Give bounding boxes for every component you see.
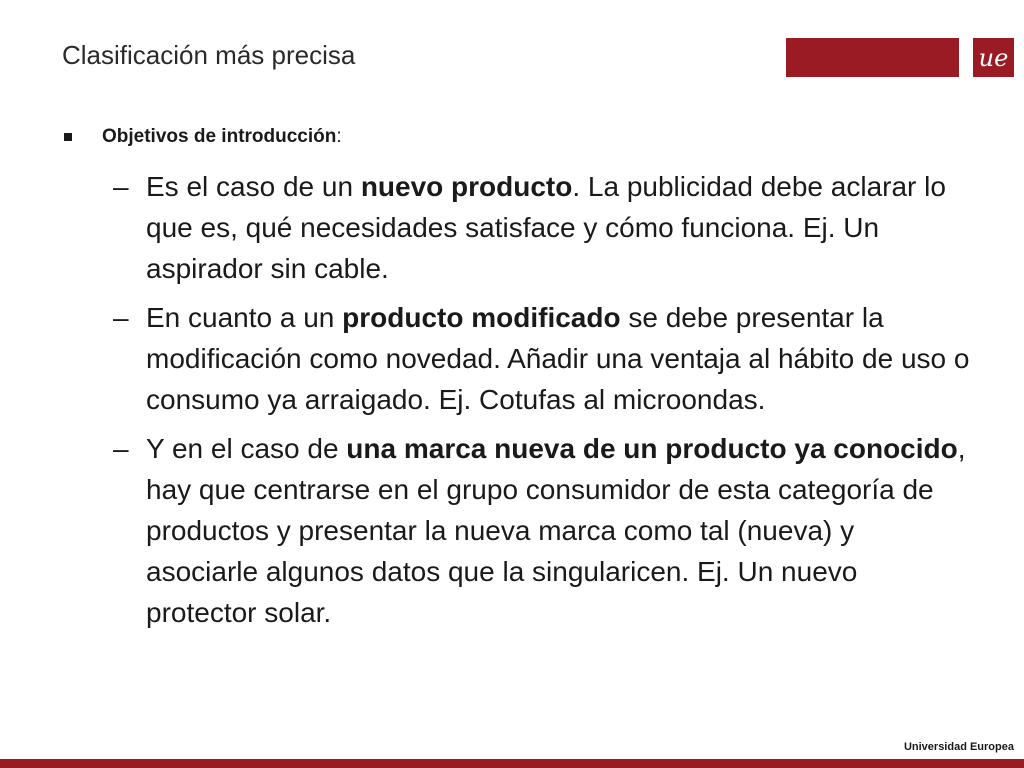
list-item <box>113 297 973 420</box>
university-logo <box>973 38 1014 77</box>
square-bullet-icon <box>64 133 72 141</box>
list-item-text <box>146 297 973 420</box>
slide-title: Clasificación más precisa <box>62 40 356 70</box>
emphasis-text: una marca nueva de un producto ya conocido <box>346 433 958 464</box>
brand-bar <box>786 38 959 77</box>
emphasis-text: producto modificado <box>342 302 621 333</box>
list-item <box>113 428 973 633</box>
body-text: . La publicidad debe aclarar lo que es, qué necesidades satisface y cómo funciona. Ej. Un aspirador sin cable. <box>146 171 946 284</box>
dash-bullet-icon: – <box>113 302 129 333</box>
logo-text: ue <box>978 43 1009 72</box>
body-text: Y en el caso de <box>146 433 347 464</box>
body-text: Es el caso de un <box>146 171 361 202</box>
list-item-text <box>146 428 973 633</box>
list-item <box>113 166 973 289</box>
objectives-suffix: : <box>336 126 342 147</box>
list-item-text <box>146 166 973 289</box>
bullet-list <box>113 166 973 641</box>
objectives-heading <box>62 126 342 148</box>
dash-bullet-icon: – <box>113 433 129 464</box>
objectives-label: Objetivos de introducción <box>102 126 337 147</box>
body-text: , hay que centrarse en el grupo consumidor de esta categoría de productos y presentar la nueva marca como tal (nueva) y asociarle algunos datos que la singularicen. Ej. Un nuevo protector solar. <box>146 433 966 628</box>
dash-bullet-icon: – <box>113 171 129 202</box>
emphasis-text: nuevo producto <box>360 171 573 202</box>
body-text: En cuanto a un <box>146 302 343 333</box>
footer-label: Universidad Europea <box>903 741 1014 753</box>
footer-bar <box>0 759 1024 768</box>
body-text: se debe presentar la modificación como novedad. Añadir una ventaja al hábito de uso o consumo ya arraigado. Ej. Cotufas al microondas. <box>146 302 970 415</box>
